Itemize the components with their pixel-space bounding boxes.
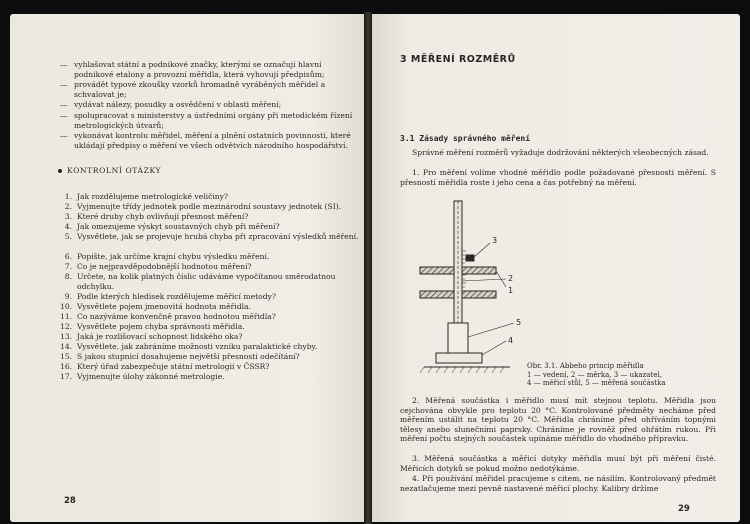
question-item — [60, 202, 360, 212]
figure-label: 5 — [516, 318, 522, 327]
question-item — [60, 232, 360, 242]
figure-label: 4 — [508, 336, 514, 345]
question-item — [60, 312, 360, 322]
question-number: 11. — [60, 312, 73, 321]
bullet-item: — provádět typové zkoušky vzorků hromadně vyráběných měřidel a schvalovat je; — [60, 80, 356, 99]
question-text: Vysvětlete, jak se projevuje hrubá chyba při zpracování výsledků měření. — [77, 232, 359, 241]
question-item — [60, 372, 360, 382]
figure-label: 2 — [508, 274, 514, 283]
page-number: 29 — [678, 504, 690, 514]
bullet-text: provádět typové zkoušky vzorků hromadně vyráběných měřidel a schvalovat je; — [74, 80, 326, 99]
question-item — [60, 212, 360, 222]
bullet-item: — spolupracovat s ministerstvy a ústředními orgány při metodickém řízení metrologických útvarů; — [60, 111, 356, 130]
bullet-text: vydávat nálezy, posudky a osvědčení v oblasti měření; — [74, 100, 282, 109]
question-text: Které druhy chyb ovlivňují přesnost měření? — [77, 212, 249, 221]
paragraph-2 — [400, 396, 716, 444]
question-text: Popište, jak určíme krajní chybu výsledku měření. — [77, 252, 270, 261]
bullet-item: — vyhlašovat státní a podnikové značky, kterými se označují hlavní podnikové etalony a provozní měřidla, která vyhovují předpisům; — [60, 60, 356, 79]
figure-label: 3 — [492, 236, 498, 245]
intro-text: Správné měření rozměrů vyžaduje dodržování některých všeobecných zásad. — [412, 148, 709, 157]
left-page — [10, 14, 364, 522]
bullet-text: vyhlašovat státní a podnikové značky, kterými se označují hlavní podnikové etalony a provozní měřidla, která vyhovují předpisům; — [74, 60, 325, 79]
question-number: 6. — [64, 252, 72, 261]
paragraph-4 — [400, 474, 716, 493]
question-number: 16. — [60, 362, 73, 371]
question-number: 2. — [64, 202, 72, 211]
question-text: Vyjmenujte úlohy zákonné metrologie. — [77, 372, 225, 381]
question-item — [60, 292, 360, 302]
question-item — [60, 252, 360, 262]
question-item — [60, 262, 360, 272]
figure-caption — [527, 362, 707, 388]
question-item — [60, 352, 360, 362]
paragraph-1 — [400, 168, 716, 187]
question-item — [60, 222, 360, 232]
question-text: S jakou stupnicí dosahujeme největší přesnosti odečítání? — [77, 352, 300, 361]
question-item — [60, 302, 360, 312]
question-number: 3. — [64, 212, 72, 221]
bullet-item: — vykonávat kontrolu měřidel, měření a plnění ostatních povinností, které ukládají předpisy o měření ve všech odvětvích národního hospodářství. — [60, 131, 356, 150]
question-text: Jak rozdělujeme metrologické veličiny? — [77, 192, 228, 201]
question-text: Podle kterých hledisek rozdělujeme měřicí metody? — [77, 292, 276, 301]
question-item — [60, 362, 360, 372]
question-number: 15. — [60, 352, 73, 361]
question-text: Vysvětlete pojem chyba správnosti měřidla. — [77, 322, 245, 331]
book-gutter — [364, 12, 372, 524]
question-number: 10. — [60, 302, 73, 311]
right-page — [372, 14, 740, 522]
bullet-item: — vydávat nálezy, posudky a osvědčení v oblasti měření; — [60, 100, 356, 110]
question-item — [60, 322, 360, 332]
question-number: 4. — [64, 222, 72, 231]
question-item — [60, 342, 360, 352]
question-number: 14. — [60, 342, 73, 351]
question-item — [60, 192, 360, 202]
questions-heading — [58, 166, 161, 175]
question-text: Vysvětlete pojem jmenovitá hodnota měřidla. — [77, 302, 251, 311]
paragraph-3 — [400, 454, 716, 473]
question-item — [60, 272, 360, 291]
question-text: Jaká je rozlišovací schopnost lidského oka? — [77, 332, 243, 341]
question-text: Co nazýváme konvenčně pravou hodnotou měřidla? — [77, 312, 276, 321]
chapter-heading: 3 MĚŘENÍ ROZMĚRŮ — [400, 54, 516, 65]
question-text: Určete, na kolik platných číslic udáváme vypočítanou směrodatnou odchylku. — [77, 272, 336, 291]
section-heading: 3.1 Zásady správného měření — [400, 134, 531, 143]
question-number: 1. — [64, 192, 72, 201]
paragraph-4-text: 4. Při používání měřidel pracujeme s citem, ne násilím. Kontrolovaný předmět nezatlačujeme mezi pevně nastavené měřicí plochy. Kalibry držíme — [400, 474, 716, 493]
question-text: Vyjmenujte třídy jednotek podle mezinárodní soustavy jednotek (SI). — [77, 202, 342, 211]
caption-line: Obr. 3.1. Abbeho princip měřidla — [527, 362, 644, 370]
paragraph-2-text: 2. Měřená součástka i měřidlo musí mít stejnou teplotu. Měřidla jsou cejchována obvykle pro teplotu 20 °C. Kontrolované předměty necháme před měřením ustálit na teplotu 20 °C. Měřidla chráníme před ohříváním topnými tělesy anebo slunečními paprsky. Chráníme je rovněž před ohřátím rukou. Při měření počtu stejných součástek upínáme měřidlo do vhodného přípravku. — [400, 396, 716, 444]
question-number: 8. — [64, 272, 72, 281]
question-text: Jak omezujeme výskyt soustavných chyb při měření? — [77, 222, 280, 231]
question-number: 17. — [60, 372, 73, 381]
question-number: 5. — [64, 232, 72, 241]
question-text: Co je nejpravděpodobnější hodnotou měření? — [77, 262, 252, 271]
bullet-text: spolupracovat s ministerstvy a ústředními orgány při metodickém řízení metrologických útvarů; — [74, 111, 353, 130]
abbe-principle-figure — [410, 199, 530, 377]
intro-paragraph — [400, 148, 716, 158]
question-text: Který úřad zabezpečuje státní metrologii v ČSSR? — [77, 362, 270, 371]
question-number: 7. — [64, 262, 72, 271]
bullet-text: vykonávat kontrolu měřidel, měření a plnění ostatních povinností, které ukládají předpisy o měření ve všech odvětvích národního hospodářství. — [74, 131, 351, 150]
questions-heading-text: KONTROLNÍ OTÁZKY — [67, 166, 162, 175]
paragraph-3-text: 3. Měřená součástka a měřicí dotyky měřidla musí být při měření čisté. Měřicích dotyků se pokud možno nedotýkáme. — [400, 454, 716, 473]
paragraph-1-text: 1. Pro měření volíme vhodné měřidlo podle požadované přesnosti měření. S přesností měřidla roste i jeho cena a čas potřebný na měření. — [400, 168, 716, 187]
question-text: Vysvětlete, jak zabráníme možnosti vzniku paralaktické chyby. — [77, 342, 318, 351]
question-item — [60, 332, 360, 342]
page-number: 28 — [64, 496, 76, 506]
caption-line: 1 — vedení, 2 — měrka, 3 — ukazatel, — [527, 370, 662, 379]
figure-label: 1 — [508, 286, 514, 295]
question-number: 9. — [64, 292, 72, 301]
caption-line: 4 — měřicí stůl, 5 — měřená součástka — [527, 379, 666, 388]
bullet-dot-icon — [58, 169, 62, 173]
question-number: 13. — [60, 332, 73, 341]
question-number: 12. — [60, 322, 73, 331]
